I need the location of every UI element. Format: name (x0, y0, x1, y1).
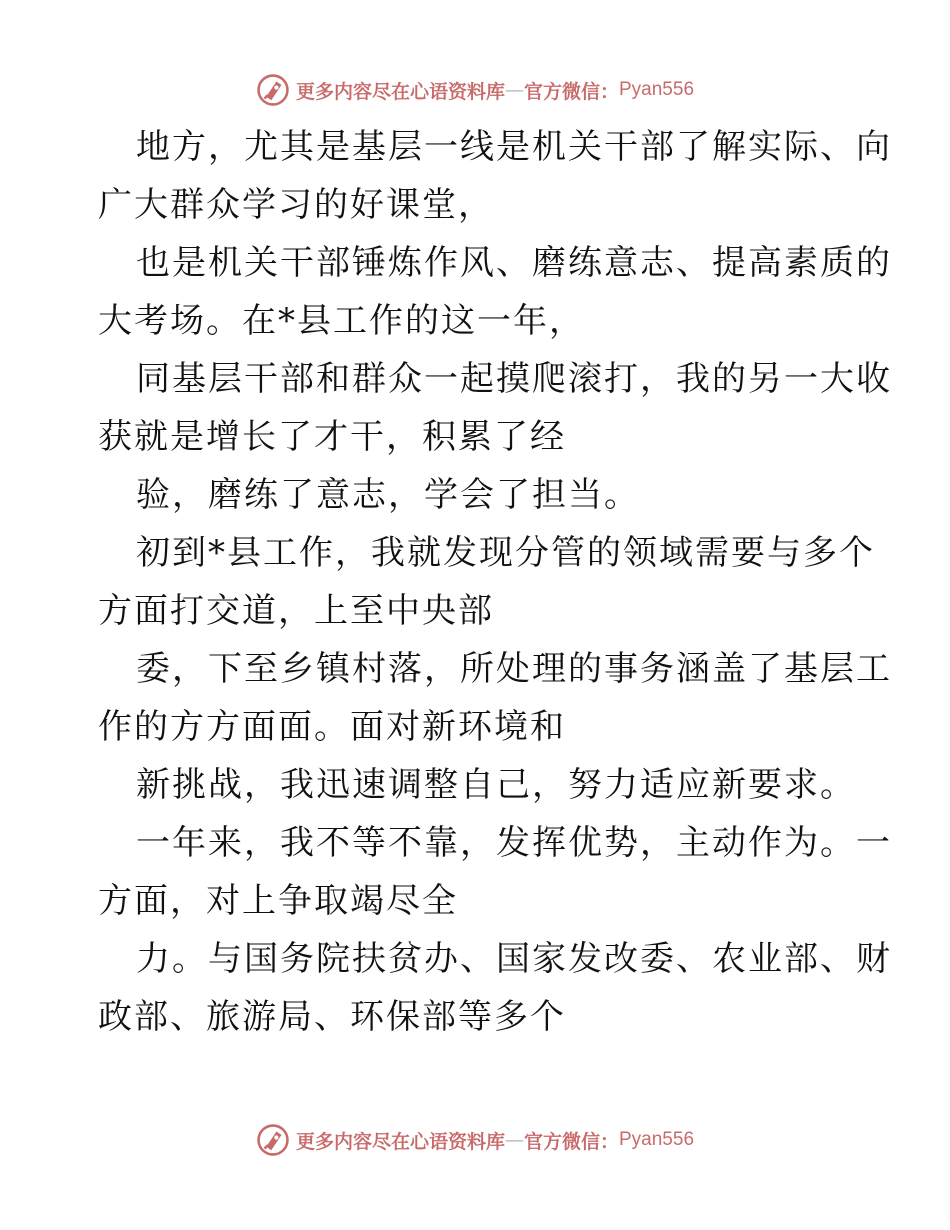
text-line: 方面，对上争取竭尽全 (98, 881, 458, 921)
banner-handle: Pyan556 (619, 79, 695, 100)
banner-separator: — (504, 1129, 524, 1151)
text-line: 力。与国务院扶贫办、国家发改委、农业部、财 (136, 939, 892, 979)
text-line: 地方，尤其是基层一线是机关干部了解实际、向 (136, 127, 892, 167)
text-line: 获就是增长了才干，积累了经 (98, 417, 566, 457)
banner-separator: — (504, 79, 524, 101)
banner-title: 更多内容尽在心语资料库 (295, 1130, 505, 1153)
text-line: 政部、旅游局、环保部等多个 (98, 997, 566, 1037)
banner-wechat-label: 官方微信： (523, 1130, 619, 1153)
text-line: 方面打交道，上至中央部 (98, 591, 494, 631)
footer-banner (0, 1120, 950, 1160)
text-line: 同基层干部和群众一起摸爬滚打，我的另一大收 (136, 359, 892, 399)
text-line: 也是机关干部锤炼作风、磨练意志、提高素质的 (136, 243, 892, 283)
text-line: 初到*县工作，我就发现分管的领域需要与多个 (136, 533, 875, 573)
document-body (98, 118, 892, 1046)
text-line: 新挑战，我迅速调整自己，努力适应新要求。 (136, 765, 856, 805)
text-line: 大考场。在*县工作的这一年， (98, 301, 585, 341)
text-line: 验，磨练了意志，学会了担当。 (136, 475, 640, 515)
pen-nib-logo-icon (256, 1123, 290, 1157)
banner-wechat-label: 官方微信： (523, 80, 619, 103)
text-line: 作的方方面面。面对新环境和 (98, 707, 566, 747)
pen-nib-logo-icon (256, 73, 290, 107)
header-banner (0, 70, 950, 110)
banner-handle: Pyan556 (619, 1129, 695, 1150)
text-line: 广大群众学习的好课堂， (98, 185, 494, 225)
banner-title: 更多内容尽在心语资料库 (295, 80, 505, 103)
text-line: 一年来，我不等不靠，发挥优势，主动作为。一 (136, 823, 892, 863)
text-line: 委，下至乡镇村落，所处理的事务涵盖了基层工 (136, 649, 892, 689)
